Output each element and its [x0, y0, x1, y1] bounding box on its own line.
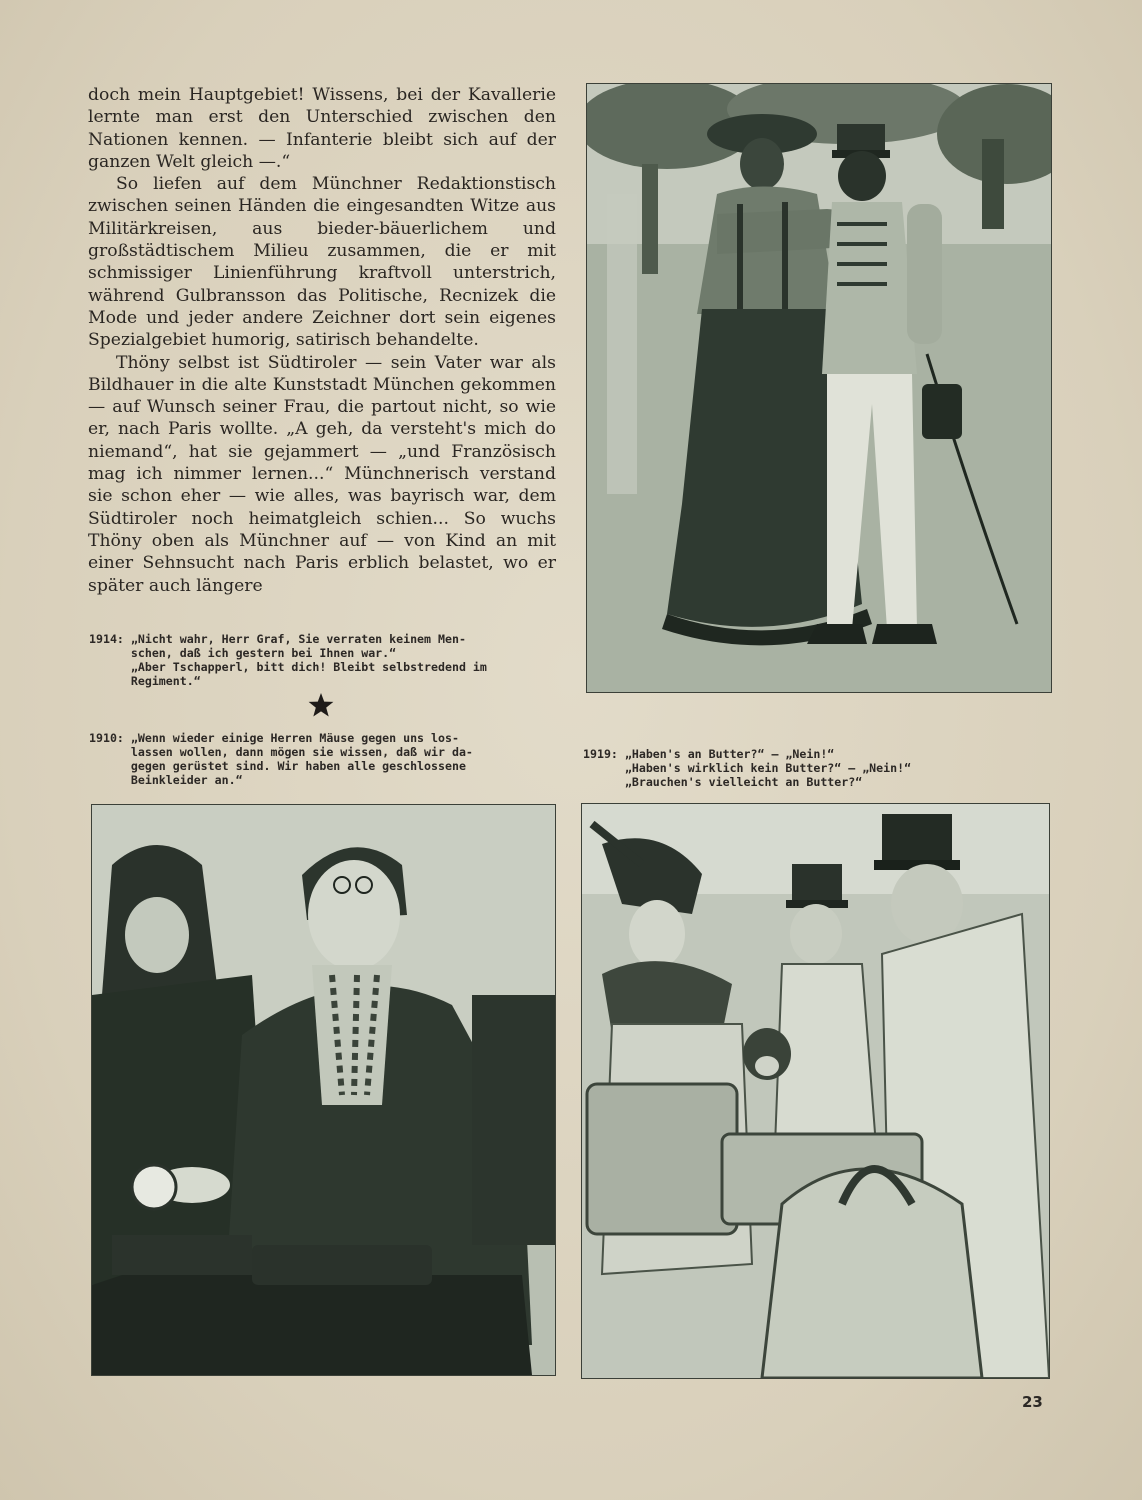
paragraph: doch mein Hauptgebiet! Wissens, bei der Kavallerie lernte man erst den Unterschied zwischen den Nationen kennen. — Infanterie bleibt sich auf der ganzen Welt gleich —.“ [88, 85, 556, 172]
caption-line: schen, daß ich gestern bei Ihnen war.“ [89, 646, 397, 660]
caption-1910 [89, 731, 559, 787]
caption-line: „Haben's wirklich kein Butter?“ — „Nein!“ [583, 761, 912, 775]
caption-1919 [583, 747, 1053, 789]
caption-line: gegen gerüstet sind. Wir haben alle geschlossene [89, 759, 466, 773]
illustration-1919 [581, 803, 1050, 1379]
paragraph: Thöny selbst ist Südtiroler — sein Vater war als Bildhauer in die alte Kunststadt München gekommen — auf Wunsch seiner Frau, die partout nicht, so wie er, nach Paris wollte. „A geh, da versteht's mich do niemand“, hat sie gejammert — „und Französisch mag ich nimmer lernen...“ Münchnerisch verstand sie schon eher — wie alles, was bayrisch war, dem Südtiroler noch heimatgleich schien... So wuchs Thöny oben als Münchner auf — von Kind an mit einer Sehnsucht nach Paris erblich belastet, wo er später auch längere [88, 352, 556, 596]
page-number: 23 [1022, 1393, 1043, 1411]
caption-line: „Brauchen's vielleicht an Butter?“ [583, 775, 863, 789]
illustration-1910 [91, 804, 556, 1376]
caption-line: 1914: „Nicht wahr, Herr Graf, Sie verraten keinem Men- [89, 632, 466, 646]
star-icon [308, 692, 334, 718]
caption-1914 [89, 632, 559, 688]
caption-line: Regiment.“ [89, 674, 201, 688]
caption-line: „Aber Tschapperl, bitt dich! Bleibt selbstredend im [89, 660, 487, 674]
caption-line: Beinkleider an.“ [89, 773, 243, 787]
article-text [88, 84, 556, 597]
caption-line: lassen wollen, dann mögen sie wissen, daß wir da- [89, 745, 473, 759]
caption-line: 1910: „Wenn wieder einige Herren Mäuse gegen uns los- [89, 731, 459, 745]
caption-line: 1919: „Haben's an Butter?“ — „Nein!“ [583, 747, 835, 761]
paragraph: So liefen auf dem Münchner Redaktionstisch zwischen seinen Händen die eingesandten Witze aus Militärkreisen, aus bieder-bäuerlichem und großstädtischem Milieu zusammen, die er mit schmissiger Linienführung kraftvoll unterstrich, während Gulbransson das Politische, Recnizek die Mode und jeder andere Zeichner dort sein eigenes Spezialgebiet humorig, satirisch behandelte. [88, 174, 556, 351]
illustration-1914 [586, 83, 1052, 693]
